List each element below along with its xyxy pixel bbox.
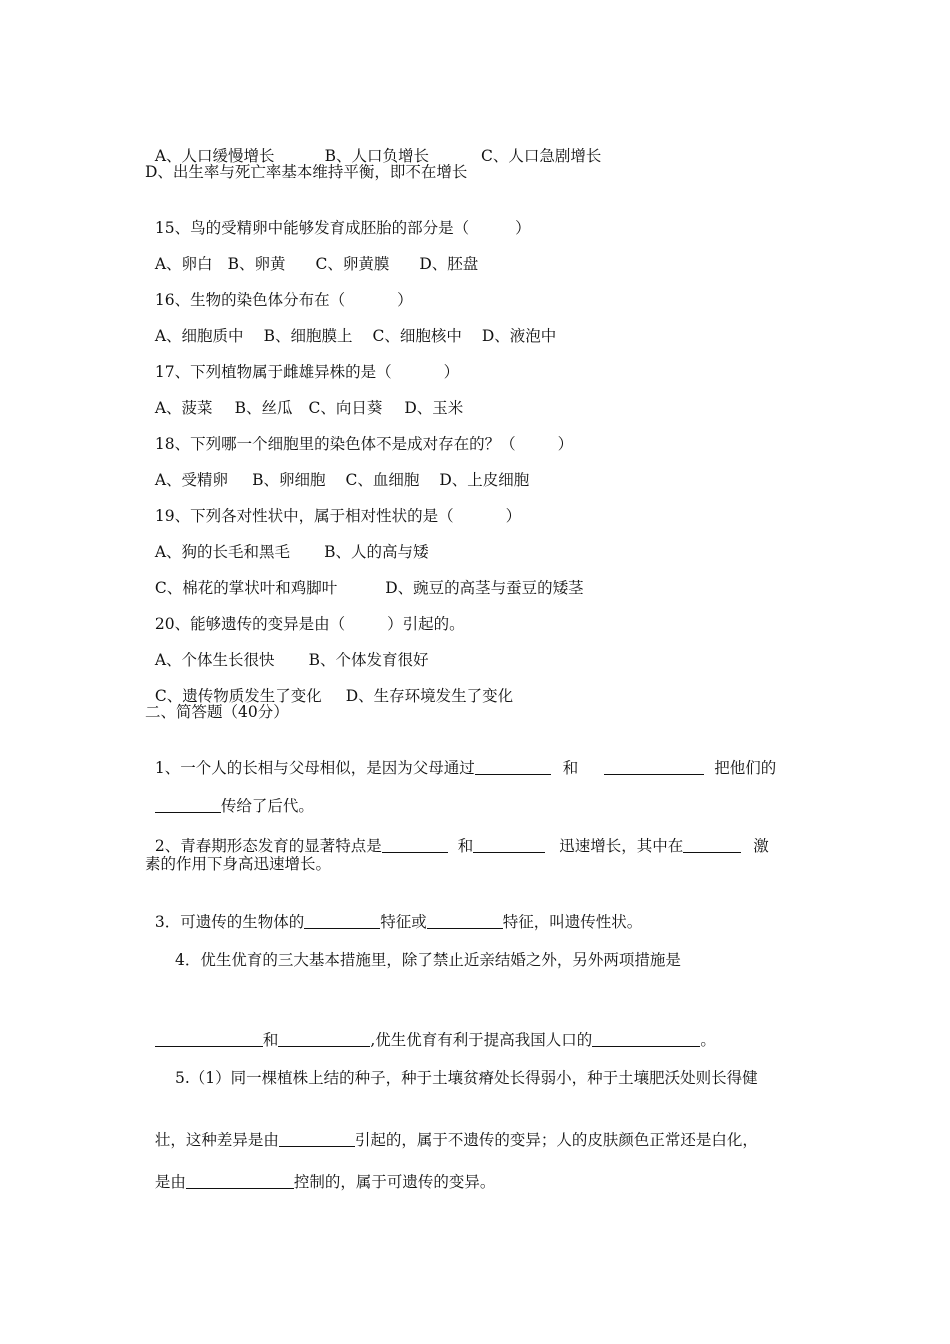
s5-blank-1[interactable] — [279, 1130, 355, 1147]
s2-text-d: 激 — [753, 837, 769, 855]
q19-close: ） — [505, 507, 522, 525]
q15-options — [145, 234, 478, 274]
q18-option-b: B、卵细胞 — [252, 471, 326, 489]
q15-close: ） — [515, 219, 531, 237]
s5-text-e: 控制的，属于可遗传的变异。 — [293, 1173, 496, 1191]
s5-text-d: 是由 — [154, 1173, 186, 1191]
s5-line3 — [145, 1152, 495, 1192]
q19-options-row1 — [145, 522, 428, 562]
q17-option-c: C、向日葵 — [308, 399, 383, 417]
q18-option-d: D、上皮细胞 — [439, 471, 530, 489]
q18-options — [145, 450, 529, 490]
s1-text-c: 把他们的 — [714, 759, 777, 777]
s2-text-a: 2、青春期形态发育的显著特点是 — [154, 837, 382, 855]
q16-close: ） — [397, 291, 413, 309]
q15-stem-text: 15、鸟的受精卵中能够发育成胚胎的部分是（ — [154, 219, 470, 237]
q14-option-c: C、人口急剧增长 — [480, 147, 602, 165]
s5-line2 — [145, 1110, 758, 1150]
q18-option-a: A、受精卵 — [154, 471, 229, 489]
q15-stem — [145, 198, 531, 238]
s3-blank-2[interactable] — [427, 912, 503, 929]
q17-stem — [145, 342, 459, 382]
s5-blank-2[interactable] — [186, 1172, 294, 1189]
q19-option-c: C、棉花的掌状叶和鸡脚叶 — [154, 579, 338, 597]
q19-options-row2 — [145, 558, 584, 598]
s4-text-c: ,优生优育有利于提高我国人口的 — [370, 1031, 593, 1049]
s1-text-d: 传给了后代。 — [220, 797, 314, 815]
q16-option-c: C、细胞核中 — [372, 327, 462, 345]
s3-blank-1[interactable] — [304, 912, 380, 929]
s4-blank-2[interactable] — [278, 1030, 370, 1047]
s1-text-a: 1、一个人的长相与父母相似，是因为父母通过 — [154, 759, 475, 777]
q19-option-a: A、狗的长毛和黑毛 — [154, 543, 291, 561]
s4-blank-3[interactable] — [592, 1030, 700, 1047]
s3-text-b: 特征或 — [380, 913, 427, 931]
s3-line — [145, 892, 642, 932]
q20-options-row1 — [145, 630, 428, 670]
q20-close: ）引起的。 — [387, 615, 465, 633]
q16-stem-text: 16、生物的染色体分布在（ — [154, 291, 346, 309]
q17-stem-text: 17、下列植物属于雌雄异株的是（ — [154, 363, 392, 381]
q18-close: ） — [557, 435, 574, 453]
q16-option-b: B、细胞膜上 — [263, 327, 353, 345]
s4-text-b: 和 — [262, 1031, 279, 1049]
s1-blank-1[interactable] — [475, 758, 551, 775]
q14-option-a: A、人口缓慢增长 — [154, 147, 275, 165]
q20-option-c: C、遗传物质发生了变化 — [154, 687, 322, 705]
q19-stem — [145, 486, 521, 526]
q17-options — [145, 378, 463, 418]
s2-line2: 素的作用下身高迅速增长。 — [145, 855, 332, 873]
q20-options-row2 — [145, 666, 513, 706]
q19-option-b: B、人的高与矮 — [324, 543, 429, 561]
s2-line1 — [145, 816, 769, 856]
q15-option-a: A、卵白 — [154, 255, 213, 273]
q20-stem — [145, 594, 465, 634]
s5-line1: 5.（1）同一棵植株上结的种子，种于土壤贫瘠处长得弱小，种于土壤肥沃处则长得健 — [175, 1069, 758, 1087]
q17-close: ） — [443, 363, 460, 381]
q17-option-d: D、玉米 — [404, 399, 464, 417]
s2-blank-3[interactable] — [683, 836, 741, 853]
s4-text-d: 。 — [700, 1031, 716, 1049]
q17-option-b: B、丝瓜 — [234, 399, 293, 417]
s3-text-a: 3．可遗传的生物体的 — [154, 913, 305, 931]
s1-line2 — [145, 776, 314, 816]
q19-option-d: D、豌豆的高茎与蚕豆的矮茎 — [385, 579, 584, 597]
q20-stem-text: 20、能够遗传的变异是由（ — [154, 615, 346, 633]
q14-option-d: D、出生率与死亡率基本维持平衡，即不在增长 — [145, 163, 468, 181]
s2-blank-1[interactable] — [382, 836, 448, 853]
s1-blank-3[interactable] — [155, 796, 221, 813]
q15-option-c: C、卵黄膜 — [315, 255, 390, 273]
s1-line1 — [145, 738, 776, 778]
s1-blank-2[interactable] — [604, 758, 704, 775]
q16-option-d: D、液泡中 — [481, 327, 557, 345]
s5-text-c: 引起的，属于不遗传的变异；人的皮肤颜色正常还是白化， — [354, 1131, 758, 1149]
s2-text-c: 迅速增长，其中在 — [559, 837, 684, 855]
q17-option-a: A、菠菜 — [154, 399, 213, 417]
q18-stem-text: 18、下列哪一个细胞里的染色体不是成对存在的？（ — [154, 435, 516, 453]
q16-options — [145, 306, 556, 346]
q14-option-b: B、人口负增长 — [324, 147, 429, 165]
q14-options-row1 — [145, 126, 601, 166]
q18-stem — [145, 414, 573, 454]
q18-option-c: C、血细胞 — [345, 471, 420, 489]
section-2-heading: 二、简答题（40分） — [145, 703, 289, 721]
s3-text-c: 特征，叫遗传性状。 — [502, 913, 643, 931]
q15-option-d: D、胚盘 — [419, 255, 479, 273]
s4-blank-1[interactable] — [155, 1030, 263, 1047]
q20-option-d: D、生存环境发生了变化 — [345, 687, 514, 705]
s4-line1: 4．优生优育的三大基本措施里，除了禁止近亲结婚之外，另外两项措施是 — [175, 951, 681, 969]
s1-text-b: 和 — [562, 759, 579, 777]
s4-line2 — [145, 1010, 716, 1050]
s2-blank-2[interactable] — [473, 836, 545, 853]
q15-option-b: B、卵黄 — [227, 255, 286, 273]
q20-option-b: B、个体发育很好 — [308, 651, 429, 669]
q19-stem-text: 19、下列各对性状中，属于相对性状的是（ — [154, 507, 454, 525]
s5-text-b: 壮，这种差异是由 — [154, 1131, 279, 1149]
q16-option-a: A、细胞质中 — [154, 327, 244, 345]
s2-text-b: 和 — [457, 837, 474, 855]
q16-stem — [145, 270, 413, 310]
q20-option-a: A、个体生长很快 — [154, 651, 275, 669]
